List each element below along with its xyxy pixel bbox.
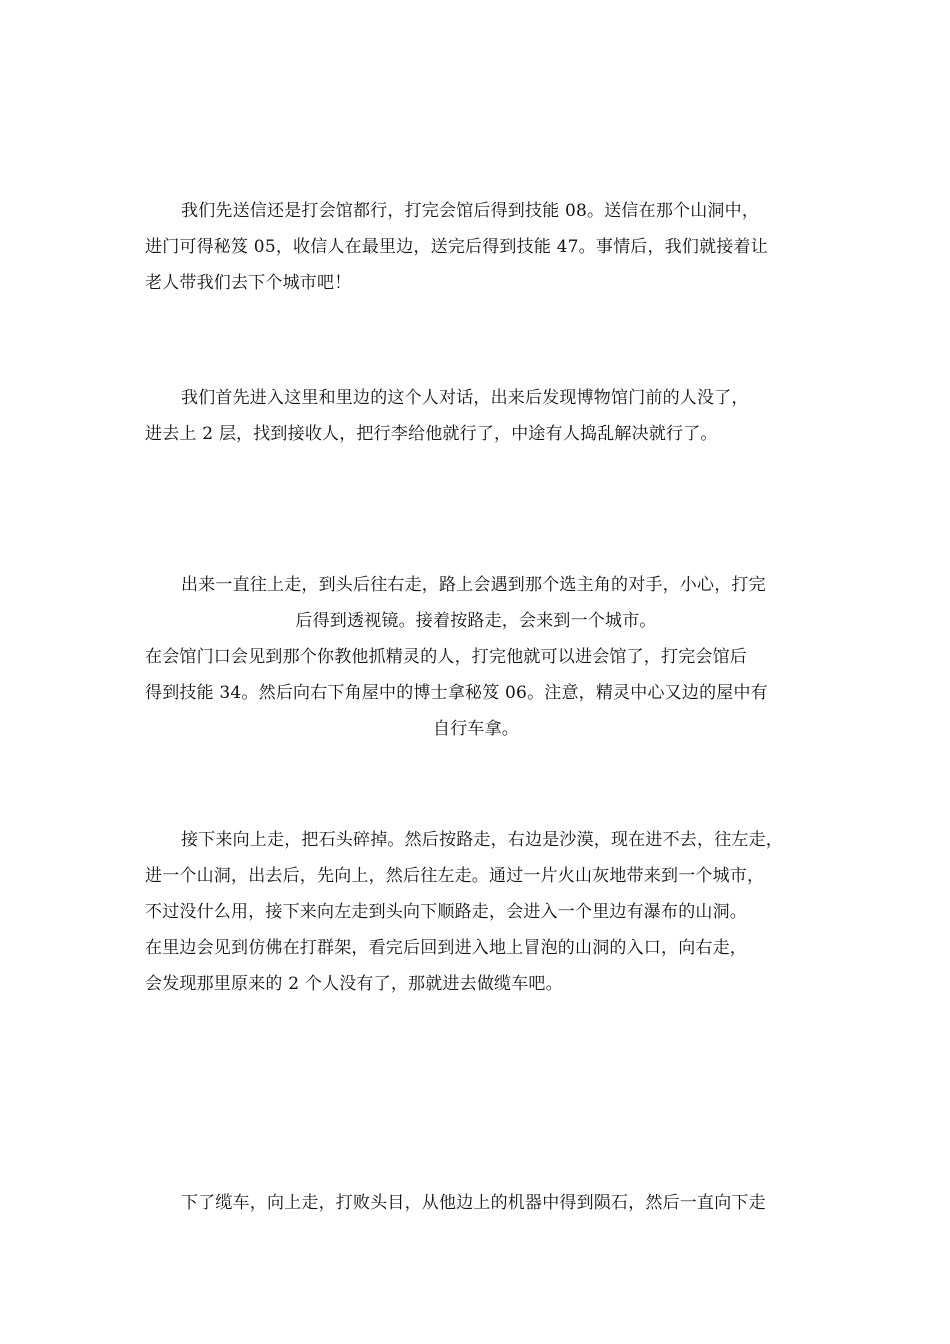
paragraph-line: 进一个山洞，出去后，先向上，然后往左走。通过一片火山灰地带来到一个城市， [145,866,765,886]
paragraph-line: 在会馆门口会见到那个你教他抓精灵的人，打完他就可以进会馆了，打完会馆后 [145,647,747,667]
paragraph-2 [145,380,807,452]
paragraph-line: 会发现那里原来的 2 个人没有了，那就进去做缆车吧。 [145,974,563,994]
paragraph-line: 进门可得秘笈 05，收信人在最里边，送完后得到技能 47。事情后，我们就接着让 [145,237,768,257]
paragraph-4 [145,822,807,1002]
paragraph-line: 不过没什么用，接下来向左走到头向下顺路走，会进入一个里边有瀑布的山洞。 [145,902,747,922]
paragraph-line: 得到技能 34。然后向右下角屋中的博士拿秘笈 06。注意，精灵中心又边的屋中有 [145,683,768,703]
paragraph-line: 老人带我们去下个城市吧！ [145,273,352,293]
paragraph-5 [145,1185,807,1221]
paragraph-line: 在里边会见到仿佛在打群架，看完后回到进入地上冒泡的山洞的入口，向右走， [145,938,747,958]
paragraph-3 [145,567,807,747]
paragraph-line: 自行车拿。 [433,719,519,739]
paragraph-line: 接下来向上走，把石头碎掉。然后按路走，右边是沙漠，现在进不去，往左走， [181,830,783,850]
paragraph-line: 后得到透视镜。接着按路走，会来到一个城市。 [295,611,657,631]
paragraph-line: 下了缆车，向上走，打败头目，从他边上的机器中得到陨石，然后一直向下走 [181,1193,766,1213]
paragraph-line: 我们先送信还是打会馆都行，打完会馆后得到技能 08。送信在那个山洞中， [181,201,760,221]
paragraph-line: 我们首先进入这里和里边的这个人对话，出来后发现博物馆门前的人没了， [181,388,749,408]
paragraph-line: 出来一直往上走，到头后往右走，路上会遇到那个选主角的对手，小心，打完 [181,575,766,595]
paragraph-1 [145,193,807,301]
paragraph-line: 进去上 2 层，找到接收人，把行李给他就行了，中途有人捣乱解决就行了。 [145,424,718,444]
